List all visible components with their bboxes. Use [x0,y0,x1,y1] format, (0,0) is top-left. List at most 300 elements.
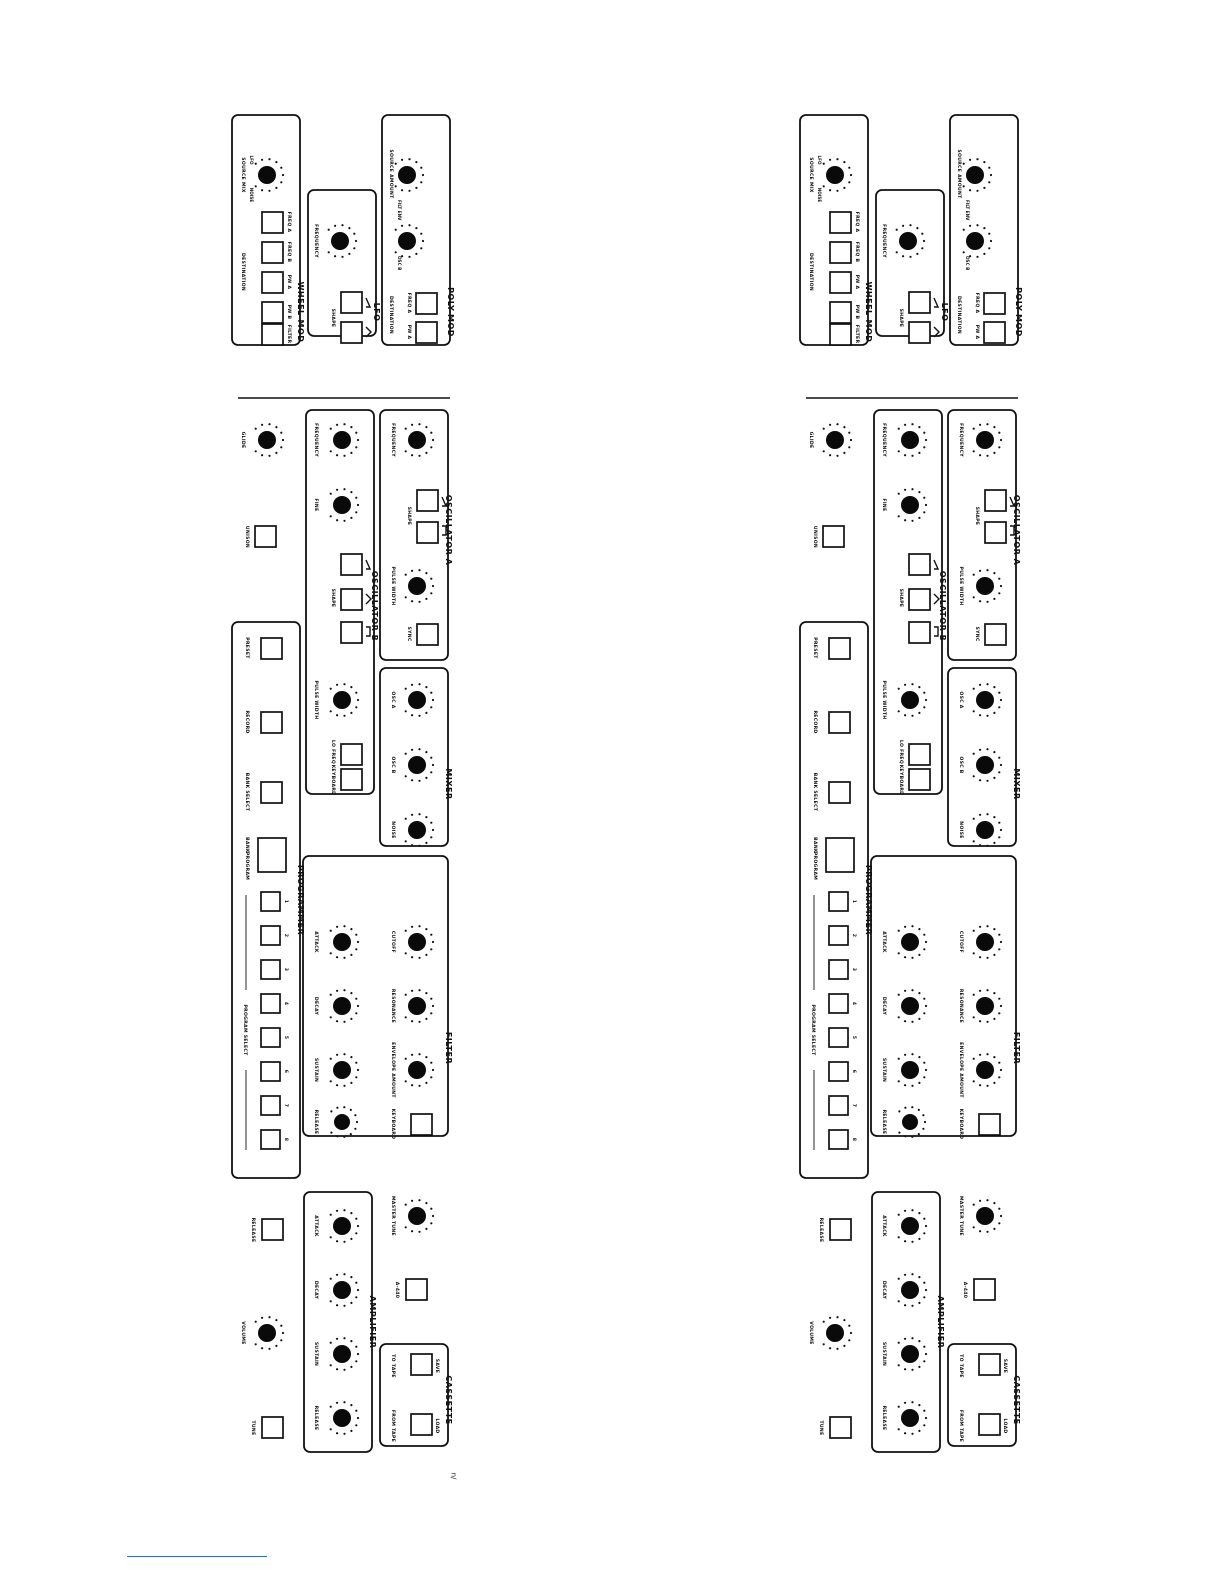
osc-b-fine-label: FINE [313,498,318,512]
lfo-shape-label: SHAPE [330,308,335,328]
a440-button[interactable] [406,1279,427,1300]
filter-envelope-amount-knob[interactable] [405,1053,435,1087]
mixer-osc-a-knob[interactable] [405,683,435,717]
lfo-saw-button[interactable] [341,292,362,313]
knob-scale-dot [898,450,900,452]
osc-b-pulse-width-knob[interactable] [898,683,928,717]
release-button[interactable] [830,1219,851,1240]
filter-title: FILTER [444,1031,453,1065]
knob-scale-dot [836,455,838,457]
knob-cap[interactable] [976,431,994,449]
osc-b-lo-freq-button[interactable] [909,744,930,765]
osc-a-pulse-width-knob[interactable] [973,569,1003,603]
knob-cap[interactable] [331,232,349,250]
knob-scale-dot [923,1012,925,1014]
poly-osc-b-knob[interactable] [395,224,425,258]
filter-resonance-knob[interactable] [973,989,1003,1023]
wheel-source-mix-label: SOURCE MIX [240,157,245,193]
osc-a-square-button[interactable] [985,522,1006,543]
tune-button[interactable] [262,1417,283,1438]
master-tune-knob[interactable] [973,1199,1003,1233]
poly-pw-a-button[interactable] [984,322,1005,343]
program-select-label: PROGRAM SELECT [810,1004,815,1056]
knob-scale-dot [357,439,359,441]
knob-cap[interactable] [258,1324,276,1342]
knob-scale-dot [973,1016,975,1018]
knob-scale-dot [973,775,975,777]
knob-scale-dot [405,930,407,932]
osc-a-square-button[interactable] [417,522,438,543]
osc-b-keyboard-label: KEYBOARD [898,764,903,796]
knob-cap[interactable] [902,1114,918,1130]
lfo-frequency-knob[interactable] [896,224,926,258]
amp-sustain-label: SUSTAIN [313,1341,318,1367]
knob-cap[interactable] [333,431,351,449]
wheel-filter-button[interactable] [262,324,283,345]
filter-decay-knob[interactable] [898,989,928,1023]
knob-scale-dot [336,1020,338,1022]
amp-sustain-knob[interactable] [330,1337,360,1371]
knob-scale-dot [923,1346,925,1348]
knob-scale-dot [973,753,975,755]
filter-attack-knob[interactable] [898,925,928,959]
poly-source-amount-label: SOURCE AMOUNT [388,149,393,199]
wheel-freq-a-label: FREQ A [286,211,291,233]
program-select-button-2[interactable] [261,926,280,945]
osc-b-lo-freq-button[interactable] [341,744,362,765]
lfo-triangle-button[interactable] [341,322,362,343]
filter-sustain-knob[interactable] [330,1053,360,1087]
program-select-button-7[interactable] [829,1096,848,1115]
knob-cap[interactable] [976,1207,994,1225]
knob-cap[interactable] [408,933,426,951]
osc-b-shape-label: SHAPE [898,588,903,608]
knob-cap[interactable] [398,232,416,250]
knob-cap[interactable] [408,997,426,1015]
knob-cap[interactable] [976,821,994,839]
knob-scale-dot [405,1226,407,1228]
unison-button[interactable] [255,526,276,547]
knob-cap[interactable] [901,933,919,951]
knob-scale-dot [425,1082,427,1084]
knob-cap[interactable] [333,1217,351,1235]
osc-b-saw-button[interactable] [341,554,362,575]
knob-cap[interactable] [976,691,994,709]
saw-wave-icon [366,298,370,307]
filter-title: FILTER [1012,1031,1021,1065]
wheel-freq-b-button[interactable] [262,242,283,263]
program-select-button-6[interactable] [261,1062,280,1081]
knob-cap[interactable] [334,1114,350,1130]
poly-source-amount-knob[interactable] [963,158,993,192]
mixer-noise-knob[interactable] [405,813,435,847]
knob-scale-dot [350,1109,352,1111]
mixer-noise-knob[interactable] [973,813,1003,847]
knob-scale-dot [918,452,920,454]
filter-envelope-amount-knob[interactable] [973,1053,1003,1087]
knob-cap[interactable] [408,1061,426,1079]
program-select-button-7[interactable] [261,1096,280,1115]
knob-scale-dot [904,1240,906,1242]
knob-cap[interactable] [901,691,919,709]
knob-scale-dot [836,158,838,160]
osc-a-sync-button[interactable] [985,624,1006,645]
knob-scale-dot [925,1069,927,1071]
knob-scale-dot [330,1300,332,1302]
poly-freq-a-button[interactable] [416,293,437,314]
knob-scale-dot [1000,585,1002,587]
knob-scale-dot [330,1214,332,1216]
knob-cap[interactable] [333,496,351,514]
record-button[interactable] [829,712,850,733]
a440-label: A-440 [962,1281,967,1299]
wheel-pw-b-button[interactable] [830,302,851,323]
knob-scale-dot [898,710,900,712]
knob-scale-dot [911,488,913,490]
knob-scale-dot [998,706,1000,708]
osc-b-frequency-knob[interactable] [330,423,360,457]
wheel-lfo-scale: LFO [817,155,822,165]
knob-scale-dot [998,934,1000,936]
mixer-osc-b-knob[interactable] [405,748,435,782]
knob-scale-dot [405,1080,407,1082]
program-select-button-5[interactable] [829,1028,848,1047]
program-select-button-1[interactable] [829,892,848,911]
knob-scale-dot [357,504,359,506]
program-select-button-1[interactable] [261,892,280,911]
osc-b-saw-button[interactable] [909,554,930,575]
program-select-button-8[interactable] [829,1130,848,1149]
knob-cap[interactable] [901,1345,919,1363]
knob-cap[interactable] [408,1207,426,1225]
cassette-load-button[interactable] [411,1414,432,1435]
knob-cap[interactable] [976,997,994,1015]
knob-scale-dot [330,1428,332,1430]
glide-knob[interactable] [255,423,285,457]
knob-cap[interactable] [333,691,351,709]
knob-cap[interactable] [333,1345,351,1363]
knob-cap[interactable] [901,997,919,1015]
knob-scale-dot [341,256,343,258]
bank-select-button[interactable] [261,782,282,803]
lfo-saw-button[interactable] [909,292,930,313]
knob-scale-dot [405,994,407,996]
knob-cap[interactable] [333,1281,351,1299]
cassette-to-tape-label: TO TAPE [390,1354,395,1378]
knob-cap[interactable] [333,997,351,1015]
knob-scale-dot [432,439,434,441]
knob-cap[interactable] [258,431,276,449]
knob-cap[interactable] [258,166,276,184]
knob-scale-dot [911,1021,913,1023]
knob-scale-dot [898,1110,900,1112]
knob-scale-dot [420,181,422,183]
glide-knob[interactable] [823,423,853,457]
program-select-button-4[interactable] [261,994,280,1013]
knob-scale-dot [923,1076,925,1078]
lfo-triangle-button[interactable] [909,322,930,343]
knob-scale-dot [336,424,338,426]
knob-scale-dot [350,517,352,519]
amp-release-knob[interactable] [330,1401,360,1435]
osc-b-fine-knob[interactable] [330,488,360,522]
knob-scale-dot [925,1353,927,1355]
knob-scale-dot [843,1319,845,1321]
filter-release-knob[interactable] [330,1106,358,1138]
knob-scale-dot [405,688,407,690]
cassette-save-button[interactable] [979,1354,1000,1375]
knob-scale-dot [411,844,413,846]
mixer-osc-a-knob[interactable] [973,683,1003,717]
knob-scale-dot [904,1304,906,1306]
osc-b-pulse-width-label: PULSE WIDTH [313,680,318,720]
filter-attack-label: ATTACK [313,931,318,953]
knob-cap[interactable] [333,933,351,951]
knob-scale-dot [979,749,981,751]
knob-cap[interactable] [408,431,426,449]
knob-scale-dot [336,1107,338,1109]
wheel-source-mix-knob[interactable] [255,158,285,192]
unison-button[interactable] [823,526,844,547]
knob-scale-dot [848,1325,850,1327]
osc-b-pulse-width-knob[interactable] [330,683,360,717]
glide-label: GLIDE [240,431,245,449]
filter-attack-knob[interactable] [330,925,360,959]
knob-scale-dot [355,692,357,694]
knob-scale-dot [911,1053,913,1055]
knob-scale-dot [904,1432,906,1434]
program-select-button-3[interactable] [261,960,280,979]
osc-b-triangle-button[interactable] [909,589,930,610]
osc-a-saw-button[interactable] [985,490,1006,511]
filter-cutoff-knob[interactable] [973,925,1003,959]
program-number-label: 8 [851,1137,856,1142]
filter-keyboard-button[interactable] [979,1114,1000,1135]
cassette-save-button[interactable] [411,1354,432,1375]
knob-cap[interactable] [901,1061,919,1079]
release-button-label: RELEASE [250,1217,255,1243]
program-select-button-4[interactable] [829,994,848,1013]
knob-scale-dot [923,1232,925,1234]
amp-release-knob[interactable] [898,1401,928,1435]
knob-scale-dot [418,1085,420,1087]
knob-scale-dot [993,751,995,753]
osc-a-sync-button[interactable] [417,624,438,645]
knob-scale-dot [973,930,975,932]
knob-scale-dot [355,1218,357,1220]
knob-scale-dot [916,227,918,229]
osc-b-frequency-label: FREQUENCY [881,423,886,457]
knob-cap[interactable] [976,756,994,774]
knob-scale-dot [979,990,981,992]
knob-scale-dot [918,1082,920,1084]
knob-scale-dot [343,1401,345,1403]
knob-scale-dot [275,187,277,189]
knob-cap[interactable] [333,1409,351,1427]
volume-knob[interactable] [823,1316,853,1350]
filter-sustain-knob[interactable] [898,1053,928,1087]
knob-scale-dot [405,818,407,820]
osc-a-pulse-width-knob[interactable] [405,569,435,603]
knob-cap[interactable] [976,577,994,595]
poly-pw-a-button[interactable] [416,322,437,343]
volume-knob[interactable] [255,1316,285,1350]
preset-button[interactable] [829,638,850,659]
program-number-label: 5 [283,1035,288,1040]
knob-scale-dot [425,1202,427,1204]
master-tune-knob[interactable] [405,1199,435,1233]
knob-scale-dot [923,446,925,448]
knob-scale-dot [998,432,1000,434]
wheel-pw-a-button[interactable] [262,272,283,293]
knob-scale-dot [848,1339,850,1341]
knob-cap[interactable] [899,232,917,250]
knob-cap[interactable] [901,431,919,449]
knob-cap[interactable] [826,1324,844,1342]
bank-select-button[interactable] [829,782,850,803]
osc-b-fine-knob[interactable] [898,488,928,522]
poly-filt-env-scale: FILT ENV [965,200,970,221]
knob-scale-dot [336,1304,338,1306]
knob-scale-dot [911,957,913,959]
osc-a-frequency-knob[interactable] [973,423,1003,457]
amp-decay-knob[interactable] [330,1273,360,1307]
knob-scale-dot [430,1012,432,1014]
osc-b-frequency-knob[interactable] [898,423,928,457]
knob-cap[interactable] [408,821,426,839]
knob-scale-dot [911,1136,913,1138]
osc-a-saw-button[interactable] [417,490,438,511]
amp-sustain-knob[interactable] [898,1337,928,1371]
osc-b-square-button[interactable] [341,622,362,643]
knob-cap[interactable] [408,691,426,709]
filter-keyboard-button[interactable] [411,1114,432,1135]
knob-scale-dot [350,686,352,688]
bank-program-display [826,838,854,872]
knob-scale-dot [420,247,422,249]
knob-cap[interactable] [398,166,416,184]
knob-scale-dot [993,426,995,428]
knob-scale-dot [918,1212,920,1214]
knob-scale-dot [411,1200,413,1202]
knob-scale-dot [993,842,995,844]
knob-scale-dot [918,712,920,714]
knob-cap[interactable] [966,232,984,250]
knob-cap[interactable] [408,577,426,595]
knob-cap[interactable] [901,1409,919,1427]
knob-scale-dot [973,952,975,954]
program-select-button-6[interactable] [829,1062,848,1081]
knob-cap[interactable] [966,166,984,184]
knob-scale-dot [904,1020,906,1022]
wheel-pw-a-button[interactable] [830,272,851,293]
wheel-destination-label: DESTINATION [808,252,813,292]
knob-scale-dot [979,926,981,928]
knob-cap[interactable] [826,166,844,184]
wheel-freq-a-button[interactable] [830,212,851,233]
knob-cap[interactable] [826,431,844,449]
cassette-load-button[interactable] [979,1414,1000,1435]
knob-scale-dot [904,1274,906,1276]
knob-scale-dot [921,233,923,235]
program-number-label: 1 [283,899,288,904]
knob-cap[interactable] [333,1061,351,1079]
knob-scale-dot [898,1364,900,1366]
knob-scale-dot [843,1345,845,1347]
knob-scale-dot [330,493,332,495]
tune-button[interactable] [830,1417,851,1438]
filter-release-knob[interactable] [898,1106,926,1138]
knob-scale-dot [909,224,911,226]
osc-b-keyboard-button[interactable] [909,769,930,790]
mixer-osc-b-knob[interactable] [973,748,1003,782]
knob-scale-dot [336,714,338,716]
poly-source-amount-knob[interactable] [395,158,425,192]
filter-decay-knob[interactable] [330,989,360,1023]
knob-scale-dot [420,167,422,169]
knob-scale-dot [255,185,257,187]
filter-cutoff-label: CUTOFF [390,930,395,954]
knob-scale-dot [923,1218,925,1220]
program-select-button-3[interactable] [829,960,848,979]
program-select-button-8[interactable] [261,1130,280,1149]
knob-scale-dot [973,840,975,842]
wheel-filter-button[interactable] [830,324,851,345]
poly-freq-a-button[interactable] [984,293,1005,314]
wheel-source-mix-knob[interactable] [823,158,853,192]
knob-scale-dot [430,998,432,1000]
program-select-button-5[interactable] [261,1028,280,1047]
knob-cap[interactable] [976,1061,994,1079]
preset-button[interactable] [261,638,282,659]
knob-cap[interactable] [901,496,919,514]
release-button[interactable] [262,1219,283,1240]
wheel-freq-b-button[interactable] [830,242,851,263]
wheel-freq-a-button[interactable] [262,212,283,233]
knob-cap[interactable] [976,933,994,951]
knob-cap[interactable] [408,756,426,774]
program-select-button-2[interactable] [829,926,848,945]
poly-osc-b-knob[interactable] [963,224,993,258]
knob-scale-dot [350,1340,352,1342]
osc-a-frequency-knob[interactable] [405,423,435,457]
knob-cap[interactable] [901,1281,919,1299]
wheel-pw-b-button[interactable] [262,302,283,323]
lfo-frequency-knob[interactable] [328,224,358,258]
knob-scale-dot [993,992,995,994]
knob-scale-dot [405,952,407,954]
osc-b-lo-freq-label: LO FREQ [898,739,903,765]
osc-b-keyboard-button[interactable] [341,769,362,790]
amp-attack-knob[interactable] [330,1209,360,1243]
knob-cap[interactable] [901,1217,919,1235]
record-button[interactable] [261,712,282,733]
knob-scale-dot [925,699,927,701]
knob-scale-dot [343,1053,345,1055]
amp-attack-knob[interactable] [898,1209,928,1243]
filter-cutoff-knob[interactable] [405,925,435,959]
knob-scale-dot [357,1417,359,1419]
osc-b-triangle-button[interactable] [341,589,362,610]
a440-button[interactable] [974,1279,995,1300]
filter-resonance-knob[interactable] [405,989,435,1023]
amp-decay-knob[interactable] [898,1273,928,1307]
osc-a-sync-label: SYNC [974,626,979,642]
knob-scale-dot [330,1080,332,1082]
osc-b-square-button[interactable] [909,622,930,643]
control-panel-diagram-bottom [788,0,1028,1584]
knob-scale-dot [896,229,898,231]
